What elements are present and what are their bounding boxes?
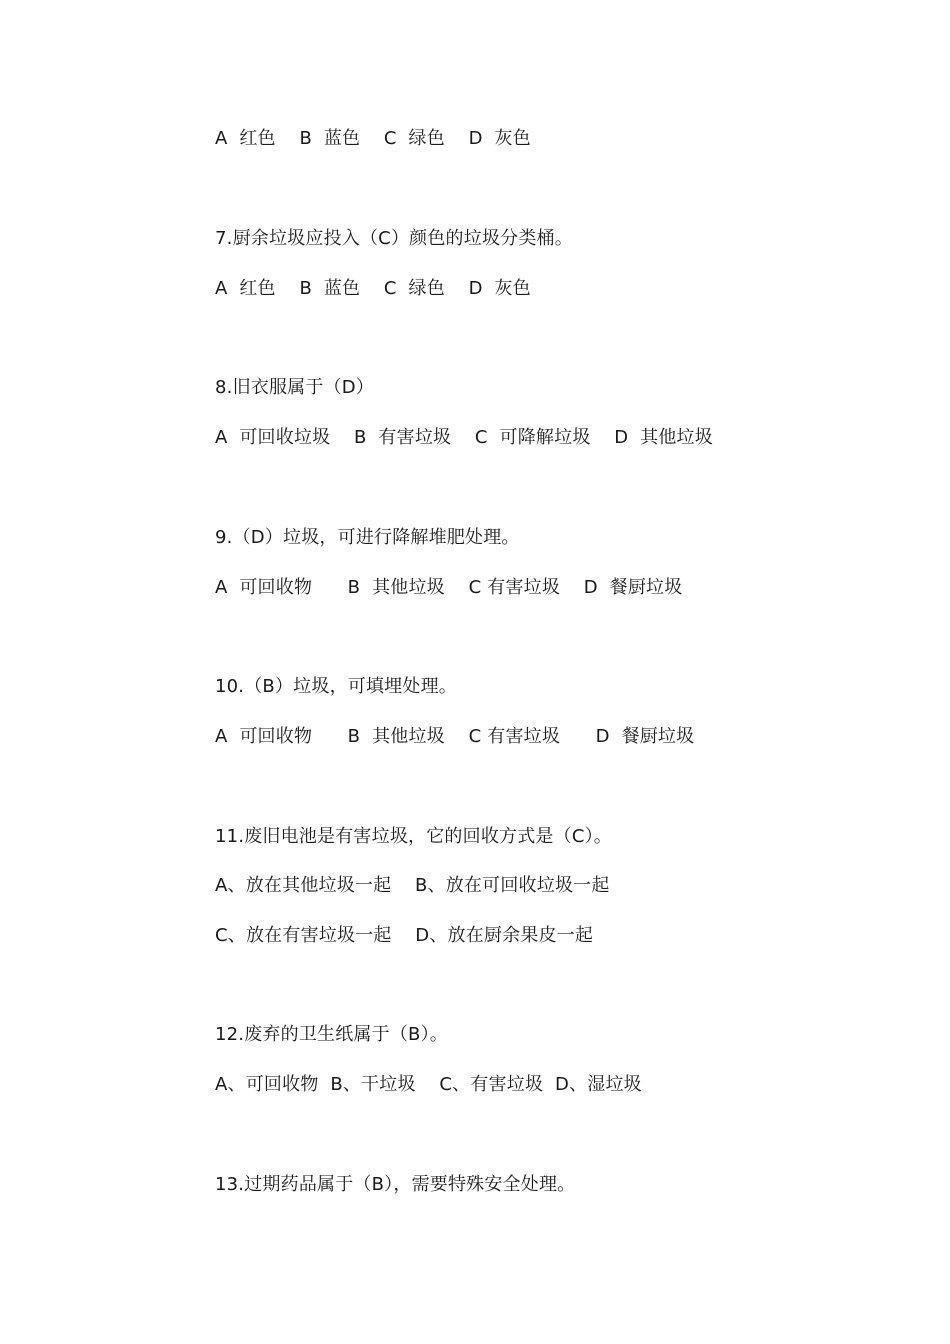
q13-question: 13.过期药品属于（B），需要特殊安全处理。: [215, 1174, 576, 1195]
q12-options: A、可回收物 B、干垃圾 C、有害垃圾 D、湿垃圾: [215, 1074, 642, 1095]
q11-question: 11.废旧电池是有害垃圾，它的回收方式是（C）。: [215, 826, 612, 847]
q11-options-row1: A、放在其他垃圾一起 B、放在可回收垃圾一起: [215, 875, 610, 896]
q6-options: A 红色 B 蓝色 C 绿色 D 灰色: [215, 128, 531, 149]
q10-question: 10.（B）垃圾，可填埋处理。: [215, 676, 457, 697]
q9-options: A 可回收物 B 其他垃圾 C 有害垃圾 D 餐厨垃圾: [215, 577, 683, 598]
q8-options: A 可回收垃圾 B 有害垃圾 C 可降解垃圾 D 其他垃圾: [215, 427, 713, 448]
q12-question: 12.废弃的卫生纸属于（B）。: [215, 1024, 448, 1045]
q9-question: 9.（D）垃圾，可进行降解堆肥处理。: [215, 527, 520, 548]
q7-options: A 红色 B 蓝色 C 绿色 D 灰色: [215, 278, 531, 299]
q8-question: 8.旧衣服属于（D）: [215, 377, 375, 398]
q10-options: A 可回收物 B 其他垃圾 C 有害垃圾 D 餐厨垃圾: [215, 726, 695, 747]
q7-question: 7.厨余垃圾应投入（C）颜色的垃圾分类桶。: [215, 228, 573, 249]
q11-options-row2: C、放在有害垃圾一起 D、放在厨余果皮一起: [215, 925, 594, 946]
